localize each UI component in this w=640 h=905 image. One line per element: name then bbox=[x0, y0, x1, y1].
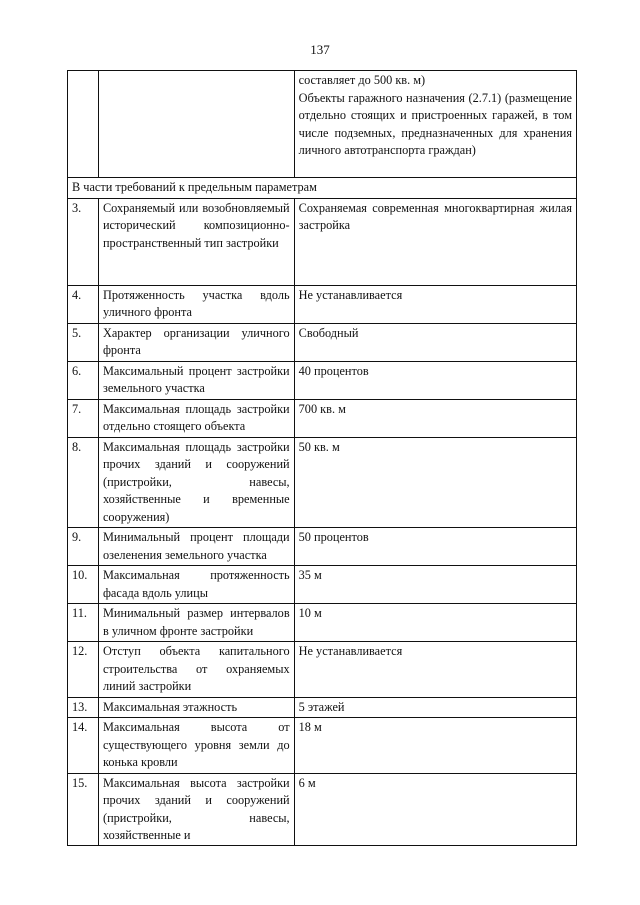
parameter-name: Максимальная этажность bbox=[98, 697, 294, 718]
row-number: 5. bbox=[68, 323, 99, 361]
parameter-name: Минимальный размер интервалов в уличном фронте застройки bbox=[98, 604, 294, 642]
parameter-name: Сохраняемый или возобновляемый исторический композиционно-пространственный тип застройки bbox=[98, 198, 294, 285]
parameters-table bbox=[67, 70, 577, 846]
table-row-continuation bbox=[68, 71, 577, 178]
parameter-name: Минимальный процент площади озеленения земельного участка bbox=[98, 528, 294, 566]
table-row bbox=[68, 642, 577, 698]
parameter-value: Не устанавливается bbox=[294, 285, 576, 323]
parameter-value: 35 м bbox=[294, 566, 576, 604]
parameter-value: 6 м bbox=[294, 773, 576, 845]
parameter-name-text: Максимальная высота застройки прочих зданий и сооружений (пристройки, навесы, хозяйственные и bbox=[102, 775, 290, 842]
row-number: 13. bbox=[68, 697, 99, 718]
row-number: 6. bbox=[68, 361, 99, 399]
table-row bbox=[68, 604, 577, 642]
row-number: 4. bbox=[68, 285, 99, 323]
parameter-value: 10 м bbox=[294, 604, 576, 642]
row-number: 11. bbox=[68, 604, 99, 642]
page-number: 137 bbox=[310, 42, 330, 57]
empty-cell bbox=[98, 71, 294, 178]
empty-cell bbox=[68, 71, 99, 178]
parameter-name: Максимальный процент застройки земельного участка bbox=[98, 361, 294, 399]
parameter-value: 700 кв. м bbox=[294, 399, 576, 437]
row-number: 9. bbox=[68, 528, 99, 566]
row-number: 15. bbox=[68, 773, 99, 845]
row-number: 12. bbox=[68, 642, 99, 698]
parameter-value: 50 кв. м bbox=[294, 437, 576, 528]
table-row bbox=[68, 566, 577, 604]
parameter-value: 5 этажей bbox=[294, 697, 576, 718]
table-row bbox=[68, 361, 577, 399]
parameter-name: Максимальная высота от существующего уровня земли до конька кровли bbox=[98, 718, 294, 774]
parameter-name bbox=[98, 773, 294, 845]
parameter-value: 40 процентов bbox=[294, 361, 576, 399]
parameter-name: Характер организации уличного фронта bbox=[98, 323, 294, 361]
table-row bbox=[68, 323, 577, 361]
parameter-name: Максимальная протяженность фасада вдоль улицы bbox=[98, 566, 294, 604]
parameter-value: 50 процентов bbox=[294, 528, 576, 566]
row-number: 14. bbox=[68, 718, 99, 774]
row-number: 10. bbox=[68, 566, 99, 604]
parameter-name: Протяженность участка вдоль уличного фронта bbox=[98, 285, 294, 323]
continuation-text: составляет до 500 кв. м) bbox=[298, 73, 426, 87]
table-row bbox=[68, 528, 577, 566]
row-number: 3. bbox=[68, 198, 99, 285]
table-row bbox=[68, 718, 577, 774]
parameter-name: Отступ объекта капитального строительства от охраняемых линий застройки bbox=[98, 642, 294, 698]
table-row bbox=[68, 697, 577, 718]
section-row bbox=[68, 178, 577, 199]
parameter-value: 18 м bbox=[294, 718, 576, 774]
table-row bbox=[68, 285, 577, 323]
row-number: 7. bbox=[68, 399, 99, 437]
parameter-value: Сохраняемая современная многоквартирная жилая застройка bbox=[294, 198, 576, 285]
row-number: 8. bbox=[68, 437, 99, 528]
table-row bbox=[68, 437, 577, 528]
garage-objects-text: Объекты гаражного назначения (2.7.1) (размещение отдельно стоящих и пристроенных гаражей, в том числе подземных, предназначенных для хранения личного автотранспорта граждан) bbox=[298, 90, 572, 157]
section-title: В части требований к предельным параметрам bbox=[68, 178, 577, 199]
parameter-name: Максимальная площадь застройки отдельно стоящего объекта bbox=[98, 399, 294, 437]
continuation-cell bbox=[294, 71, 576, 178]
parameter-value: Не устанавливается bbox=[294, 642, 576, 698]
table-row bbox=[68, 198, 577, 285]
table-row bbox=[68, 399, 577, 437]
parameter-name: Максимальная площадь застройки прочих зданий и сооружений (пристройки, навесы, хозяйственные и временные сооружения) bbox=[98, 437, 294, 528]
parameter-value: Свободный bbox=[294, 323, 576, 361]
table-row bbox=[68, 773, 577, 845]
